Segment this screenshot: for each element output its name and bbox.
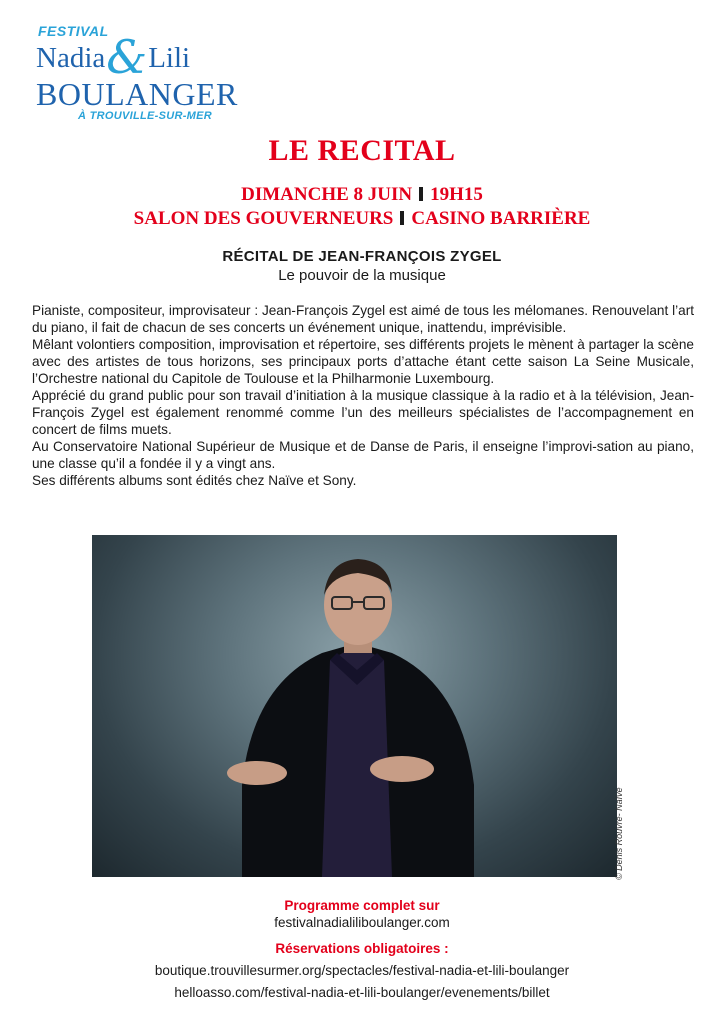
bio-paragraph: Ses différents albums sont édités chez Naïve et Sony. xyxy=(32,473,357,488)
event-time: 19H15 xyxy=(430,184,483,205)
logo-festival-label: FESTIVAL xyxy=(38,23,109,39)
festival-logo xyxy=(36,16,236,124)
reservation-link-helloasso[interactable]: helloasso.com/festival-nadia-et-lili-boulanger/evenements/billet xyxy=(174,985,550,1000)
logo-surname: BOULANGER xyxy=(36,76,238,112)
logo-ampersand: & xyxy=(106,30,148,84)
event-place: CASINO BARRIÈRE xyxy=(411,208,591,229)
bio-paragraph: Apprécié du grand public pour son travail d’initiation à la musique classique à la radio et à la télévision, Jean-François Zygel est également renommé comme l’un des meilleurs spécialistes de l’accompagnement en concert de films muets. xyxy=(32,388,694,437)
event-venue-line xyxy=(0,207,724,231)
logo-name-nadia: Nadia xyxy=(36,42,106,74)
logo-name-lili: Lili xyxy=(148,42,191,74)
separator-bar xyxy=(419,187,423,201)
reservations-label: Réservations obligatoires : xyxy=(275,941,449,956)
artist-portrait-illustration xyxy=(92,535,617,877)
artist-photo xyxy=(92,535,617,877)
event-details xyxy=(0,183,724,231)
event-date: DIMANCHE 8 JUIN xyxy=(241,184,413,205)
photo-credit xyxy=(614,750,626,880)
bio-paragraph: Au Conservatoire National Supérieur de Musique et de Danse de Paris, il enseigne l’improvi-sation au piano, une classe qu’il a fondée il y a vingt ans. xyxy=(32,439,694,471)
event-date-line xyxy=(0,183,724,207)
bio-paragraph: Mêlant volontiers composition, improvisation et répertoire, ses différents projets le mènent à partager la scène avec des artistes de tous horizons, ses principaux ports d’attache étant cette saison La Seine Musicale, l’Orchestre national du Capitole de Toulouse et la Philharmonie Luxembourg. xyxy=(32,337,694,386)
recital-subtitle: Le pouvoir de la musique xyxy=(278,267,446,284)
programme-label: Programme complet sur xyxy=(284,898,440,913)
event-venue: SALON DES GOUVERNEURS xyxy=(133,208,394,229)
bio-paragraph: Pianiste, compositeur, improvisateur : Jean-François Zygel est aimé de tous les mélomanes. Renouvelant l’art du piano, il fait de chacun de ses concerts un événement unique, inattendu, imprévisible. xyxy=(32,303,694,335)
page-title: LE RECITAL xyxy=(268,134,456,167)
recital-title: RÉCITAL DE JEAN-FRANÇOIS ZYGEL xyxy=(222,248,502,265)
biography xyxy=(32,302,694,489)
separator-bar xyxy=(400,211,404,225)
photo-credit-text: © Denis Rouvre- Naïve xyxy=(614,787,624,880)
reservation-link-boutique[interactable]: boutique.trouvillesurmer.org/spectacles/festival-nadia-et-lili-boulanger xyxy=(154,963,570,978)
programme-link[interactable]: festivalnadialiliboulanger.com xyxy=(274,915,450,930)
logo-location: À TROUVILLE-SUR-MER xyxy=(78,110,213,122)
